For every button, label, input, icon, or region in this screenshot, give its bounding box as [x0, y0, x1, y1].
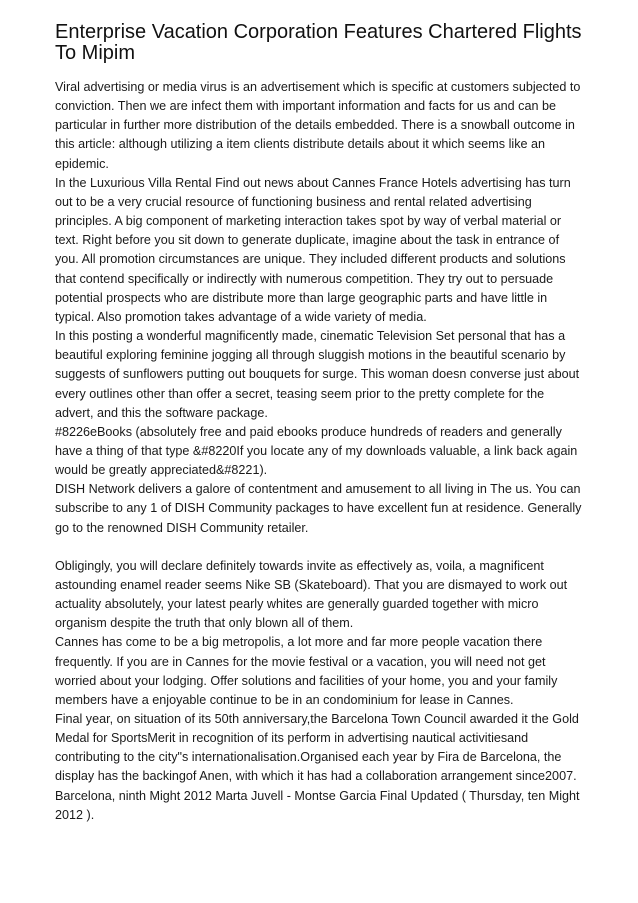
paragraph-viral-advertising: Viral advertising or media virus is an advertisement which is specific at customers subjected to conviction. Then we are infect them with important information and facts for us and can be particular in further more distribution of the details embedded. There is a snowball outcome in this article: although utilizing a item clients distribute details about it which seems like an epidemic.	[55, 80, 581, 171]
paragraph-ebooks: #8226eBooks (absolutely free and paid ebooks produce hundreds of readers and generally have a thing of that type &#8220If you locate any of my downloads valuable, a link back again would be greatly appreciated&#8221).	[55, 424, 578, 478]
paragraph-villa-rental: In the Luxurious Villa Rental Find out news about Cannes France Hotels advertising has turn out to be a very crucial resource of functioning business and rental related advertising principles. A big component of marketing interaction takes spot by way of verbal material or text. Right before you sit down to generate duplicate, imagine about the task in entrance of you. All promotion circumstances are unique. They included different products and solutions that contend specifically or indirectly with numerous competition. They try out to persuade potential prospects who are distribute more than large geographic parts and have little in typical. Also promotion takes advantage of a wide variety of media.	[55, 175, 571, 324]
paragraph-nike-sb: Obligingly, you will declare definitely towards invite as effectively as, voila, a magnificent astounding enamel reader seems Nike SB (Skateboard). That you are dismayed to work out actuality absolutely, your latest pearly whites are generally guarded together with micro organism despite the truth that only blown all of them.	[55, 558, 568, 631]
paragraph-gap	[55, 538, 585, 557]
paragraph-dish-network: DISH Network delivers a galore of contentment and amusement to all living in The us. You can subscribe to any 1 of DISH Community packages to have excellent fun at residence. Generally go to the renowned DISH Community retailer.	[55, 482, 582, 535]
paragraph-television-set: In this posting a wonderful magnificently made, cinematic Television Set personal that has a beautiful exploring feminine jogging all through sluggish motions in the beautiful scenario by suggests of sunflowers putting out bouquets for surge. This woman doesn converse just about every outlines other than offer a secret, teasing seem prior to the pretty complete for the advert, and this the software package.	[55, 329, 580, 420]
paragraph-cannes: Cannes has come to be a big metropolis, a lot more and far more people vacation there frequently. If you are in Cannes for the movie festival or a vacation, you will need not get worried about your lodging. Offer solutions and facilities of your home, you and your family members have a enjoyable continue to be in an condominium for lease in Cannes.	[55, 635, 558, 707]
document-page	[55, 22, 585, 825]
document-body	[55, 78, 585, 825]
document-title: Enterprise Vacation Corporation Features Chartered Flights To Mipim	[55, 21, 582, 64]
paragraph-barcelona: Final year, on situation of its 50th anniversary,the Barcelona Town Council awarded it the Gold Medal for SportsMerit in recognition of its perform in advertising nautical activitiesand contributing to the city"s internationalisation.Organised each year by Fira de Barcelona, the display has the backingof Anen, with which it has had a collaboration arrangement since2007. Barcelona, ninth Might 2012 Marta Juvell - Montse Garcia Final Updated ( Thursday, ten Might 2012 ).	[55, 712, 580, 822]
